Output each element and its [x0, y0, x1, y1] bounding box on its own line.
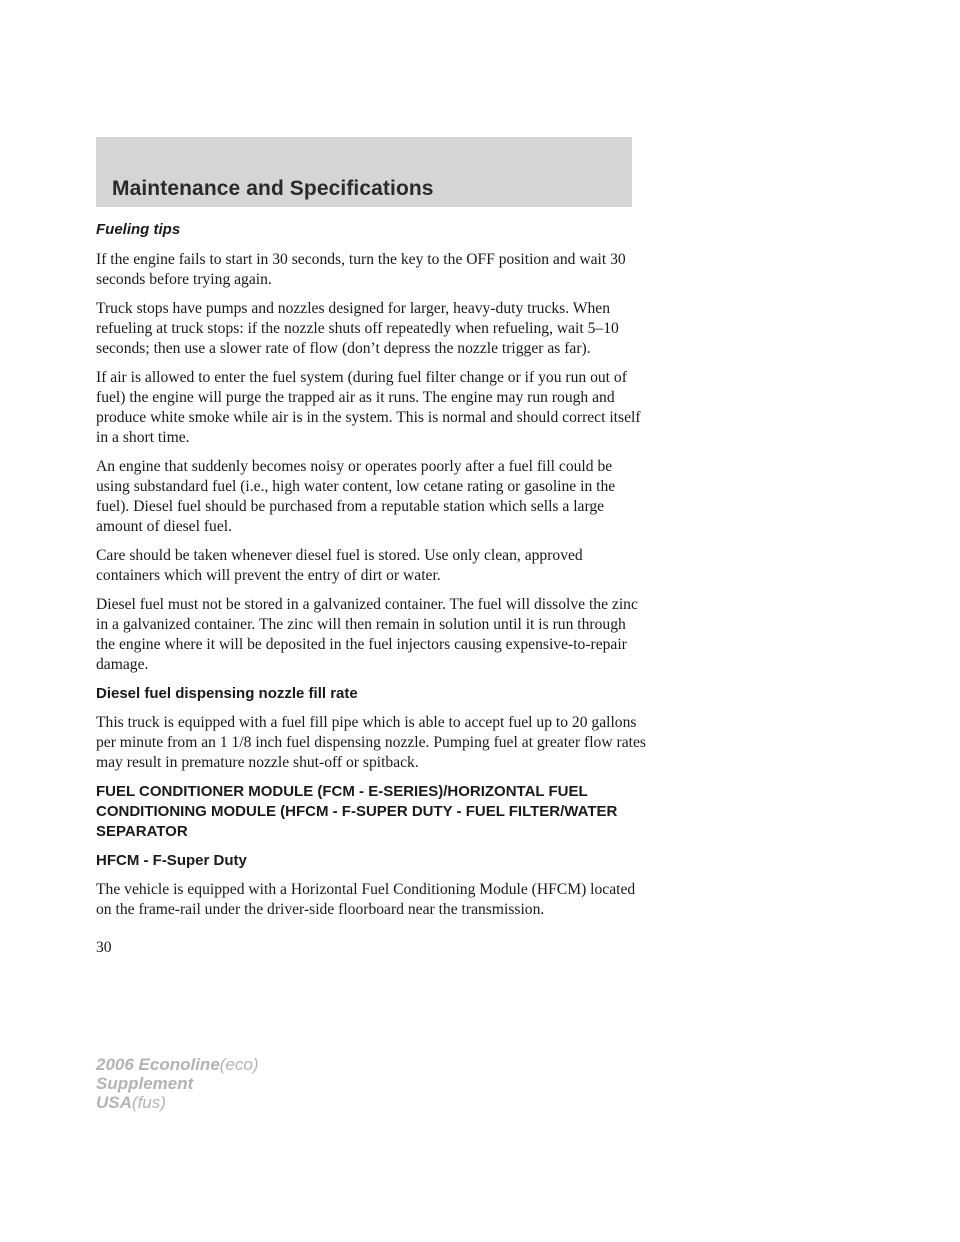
- fueling-tips-paragraph-3: If air is allowed to enter the fuel system (during fuel filter change or if you run out of fuel) the engine will purge the trapped air as it runs. The engine may run rough and produce white smoke while air is in the system. This is normal and should correct itself in a short time.: [96, 369, 641, 446]
- footer-line-1: [96, 1055, 259, 1074]
- footer-line-3: [96, 1093, 259, 1112]
- section-header-band: [96, 137, 632, 207]
- fueling-tips-paragraph-6: Diesel fuel must not be stored in a galvanized container. The fuel will dissolve the zinc in a galvanized container. The zinc will then remain in solution until it is run through the engine where it will be deposited in the fuel injectors causing expensive-to-repair damage.: [96, 596, 638, 673]
- footer-model: 2006 Econoline: [96, 1055, 220, 1074]
- fcm-heading: FUEL CONDITIONER MODULE (FCM - E-SERIES)/HORIZONTAL FUEL CONDITIONING MODULE (HFCM - F-SUPER DUTY - FUEL FILTER/WATER SEPARATOR: [96, 783, 618, 840]
- hfcm-heading: HFCM - F-Super Duty: [96, 852, 247, 869]
- fueling-tips-paragraph-2: Truck stops have pumps and nozzles designed for larger, heavy-duty trucks. When refueling at truck stops: if the nozzle shuts off repeatedly when refueling, wait 5–10 seconds; then use a slower rate of flow (don’t depress the nozzle trigger as far).: [96, 300, 619, 357]
- footer-region: USA: [96, 1093, 132, 1112]
- footer-model-code: (eco): [219, 1055, 259, 1074]
- fill-rate-heading: Diesel fuel dispensing nozzle fill rate: [96, 685, 358, 702]
- hfcm-paragraph: The vehicle is equipped with a Horizontal Fuel Conditioning Module (HFCM) located on the frame-rail under the driver-side floorboard near the transmission.: [96, 881, 636, 918]
- section-title: Maintenance and Specifications: [112, 177, 434, 200]
- footer-watermark: [96, 1055, 259, 1112]
- page-number: 30: [96, 939, 112, 956]
- fueling-tips-paragraph-5: Care should be taken whenever diesel fuel is stored. Use only clean, approved containers which will prevent the entry of dirt or water.: [96, 547, 583, 584]
- fueling-tips-heading: Fueling tips: [96, 221, 181, 238]
- footer-region-code: (fus): [131, 1093, 166, 1112]
- fueling-tips-paragraph-1: If the engine fails to start in 30 seconds, turn the key to the OFF position and wait 30 seconds before trying again.: [96, 251, 626, 288]
- footer-line-2: [96, 1074, 259, 1093]
- fill-rate-paragraph: This truck is equipped with a fuel fill pipe which is able to accept fuel up to 20 gallons per minute from an 1 1/8 inch fuel dispensing nozzle. Pumping fuel at greater flow rates may result in premature nozzle shut-off or spitback.: [96, 714, 646, 771]
- page-content: [96, 219, 646, 929]
- fueling-tips-paragraph-4: An engine that suddenly becomes noisy or operates poorly after a fuel fill could be using substandard fuel (i.e., high water content, low cetane rating or gasoline in the fuel). Diesel fuel should be purchased from a reputable station which sells a large amount of diesel fuel.: [96, 458, 616, 535]
- footer-supplement: Supplement: [96, 1074, 194, 1093]
